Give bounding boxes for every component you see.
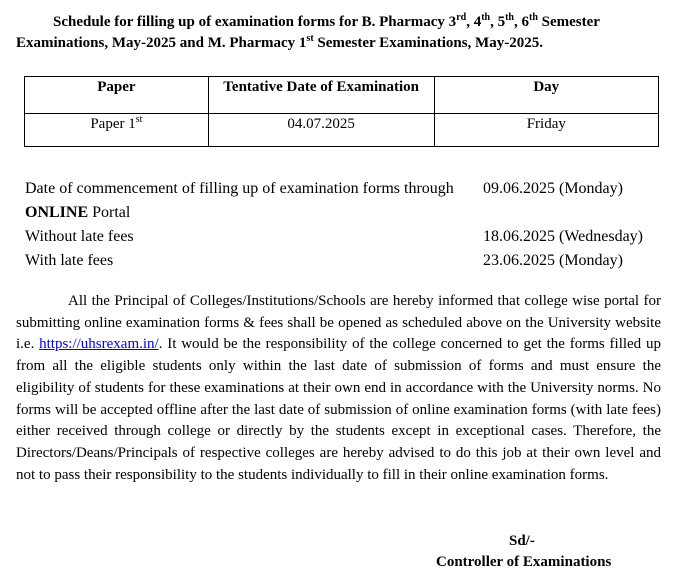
ordinal-suffix: st (306, 33, 314, 44)
date-row-commencement (25, 177, 665, 225)
date-label (25, 177, 475, 225)
date-label-text: Portal (88, 204, 131, 221)
date-label: Without late fees (25, 228, 134, 245)
signature-mark: Sd/- (509, 533, 535, 549)
date-row-without-late-fees (25, 225, 665, 249)
title-text: , 6 (514, 14, 529, 30)
important-dates (25, 177, 665, 273)
header-date: Tentative Date of Examination (208, 77, 434, 114)
title-text: , 4 (466, 14, 482, 30)
ordinal-suffix: th (505, 12, 514, 23)
university-website-link[interactable]: https://uhsrexam.in/ (39, 336, 159, 353)
title-text: Semester Examinations, May-2025. (313, 35, 543, 51)
title-line-2 (16, 33, 664, 54)
date-value: 09.06.2025 (Monday) (483, 180, 623, 197)
cell-date: 04.07.2025 (208, 114, 434, 147)
ordinal-suffix: th (529, 12, 538, 23)
ordinal-suffix: th (481, 12, 491, 23)
title-line-1 (16, 12, 664, 33)
schedule-table (24, 76, 659, 147)
date-row-with-late-fees (25, 249, 665, 273)
paragraph-text: All the Principal of Colleges/Institutions/Schools are hereby informed that college wise portal for submitting online examination forms & fees shall be opened as scheduled above on the University website i.e. (16, 293, 661, 353)
ordinal-suffix: st (135, 114, 143, 125)
date-value: 23.06.2025 (Monday) (483, 252, 623, 269)
signatory-designation: Controller of Examinations (436, 554, 612, 570)
title-text: , 5 (490, 14, 506, 30)
title-text: Semester (537, 14, 600, 30)
online-emphasis: ONLINE (25, 204, 89, 221)
title-text: Schedule for filling up of examination forms for B. Pharmacy 3 (53, 14, 457, 30)
title-text: Examinations, May-2025 and M. Pharmacy 1 (16, 35, 307, 51)
table-header-row (25, 77, 659, 114)
cell-paper (25, 114, 209, 147)
ordinal-suffix: rd (456, 12, 467, 23)
header-day: Day (434, 77, 658, 114)
cell-day: Friday (434, 114, 658, 147)
paper-name: Paper 1 (90, 116, 136, 132)
notice-paragraph (16, 291, 661, 486)
paragraph-text: . It would be the responsibility of the college concerned to get the forms filled up from all the eligible students only within the last date of submission of forms and must ensure the eligibility of students for these examinations at their own end in accordance with the University norms. No forms will be accepted offline after the last date of submission of online examination forms (with late fees) either received through college or directly by the students except in exceptional cases. Therefore, the Directors/Deans/Principals of respective colleges are hereby advised to do this job at their own level and not to pass their responsibility to the students individually to fill in their online examination forms. (16, 336, 661, 483)
date-label: With late fees (25, 252, 114, 269)
document-title (16, 12, 664, 54)
table-row (25, 114, 659, 147)
header-paper: Paper (25, 77, 209, 114)
date-label-text: Date of commencement of filling up of examination forms through (25, 180, 454, 197)
date-value: 18.06.2025 (Wednesday) (483, 228, 644, 245)
